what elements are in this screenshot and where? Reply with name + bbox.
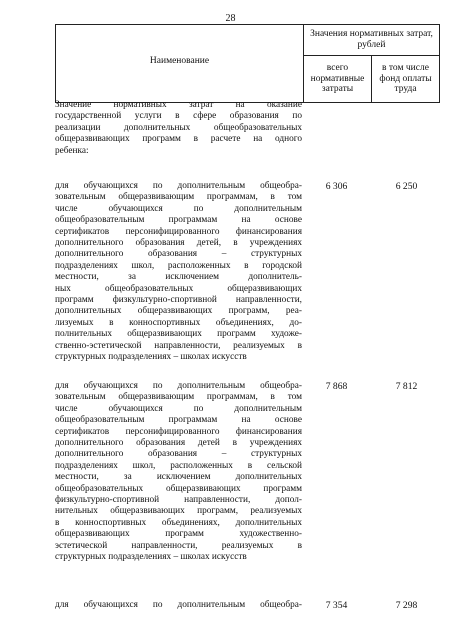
row-line: зовательным общеразвивающим программам, в том (55, 392, 302, 403)
row-line: дополнительного образования – структурных (55, 249, 302, 260)
row-line: местности, за исключением дополнительных (55, 472, 302, 483)
row-2-salary-value: 7 812 (395, 381, 418, 392)
row-line: ных общеобразовательных общеразвивающих (55, 283, 302, 294)
row-2-description (55, 381, 302, 564)
row-line: структурных подразделениях – школах искусств (55, 552, 247, 563)
row-line: местности, за исключением дополнитель- (55, 272, 302, 283)
row-1-total-value: 6 306 (325, 181, 348, 192)
row-line: общеобразовательным программам на основе (55, 215, 302, 226)
row-3-salary-value: 7 298 (395, 600, 418, 611)
row-line: числе обучающихся по дополнительным (55, 403, 302, 414)
row-line: сертификатов персонифицированного финансирования (55, 226, 302, 237)
row-3-description (55, 600, 302, 611)
row-line: зовательным общеразвивающим программам, в том (55, 192, 302, 203)
row-line: дополнительного образования детей, в учреждениях (55, 238, 302, 249)
row-line: дополнительного образования – структурных (55, 449, 302, 460)
row-1-description (55, 181, 302, 364)
row-line: лизуемых в конноспортивных объединениях, до- (55, 317, 302, 328)
row-line: полнительных общеразвивающих программ художе- (55, 329, 302, 340)
row-line: общеразвивающих программ художественно- (55, 529, 302, 540)
row-line: дополнительного образования детей в учреждениях (55, 438, 302, 449)
intro-line: государственной услуги в сфере образования по (55, 111, 302, 122)
row-line: структурных подразделениях – школах искусств (55, 352, 247, 363)
row-line: сертификатов персонифицированного финансирования (55, 426, 302, 437)
row-line: для обучающихся по дополнительным общеобра- (55, 600, 302, 610)
row-line: ственно-эстетической направленности, реализуемых в (55, 340, 302, 351)
row-2-total-value: 7 868 (325, 381, 348, 392)
row-line: для обучающихся по дополнительным общеобра- (55, 181, 302, 191)
row-line: в конноспортивных объединениях, дополнительных (55, 517, 302, 528)
row-line: физкультурно-спортивной направленности, допол- (55, 495, 302, 506)
total-costs-column-header: всего нормативные затраты (304, 56, 372, 103)
row-line: эстетической направленности, реализуемых в (55, 540, 302, 551)
page-number: 28 (225, 13, 236, 24)
intro-line: реализации дополнительных общеобразовательных (55, 122, 302, 133)
row-line: подразделениях школ, расположенных в городской (55, 260, 302, 271)
salary-fund-column-header: в том числе фонд оплаты труда (372, 56, 440, 103)
row-line: программ физкультурно-спортивной направленности, (55, 295, 302, 306)
row-line: нительных общеразвивающих программ, реализуемых (55, 506, 302, 517)
row-line: общеобразовательных общеразвивающих программ (55, 483, 302, 494)
intro-line: общеразвивающих программ в расчете на одного (55, 134, 302, 145)
intro-line: ребенка: (55, 145, 89, 156)
name-column-header (56, 25, 304, 103)
row-3-total-value: 7 354 (325, 600, 348, 611)
intro-paragraph (55, 100, 302, 157)
row-line: числе обучающихся по дополнительным (55, 203, 302, 214)
row-1-salary-value: 6 250 (395, 181, 418, 192)
intro-line: Значение нормативных затрат на оказание (55, 100, 302, 110)
normative-values-group-header: Значения нормативных затрат, рублей (304, 25, 440, 56)
row-line: для обучающихся по дополнительным общеобра- (55, 381, 302, 391)
row-line: дополнительных общеразвивающих программ, реа- (55, 306, 302, 317)
normative-costs-table-header (55, 24, 440, 103)
name-column-label: Наименование (149, 56, 210, 67)
row-line: общеобразовательным программам на основе (55, 415, 302, 426)
row-line: подразделениях школ, расположенных в сельской (55, 460, 302, 471)
